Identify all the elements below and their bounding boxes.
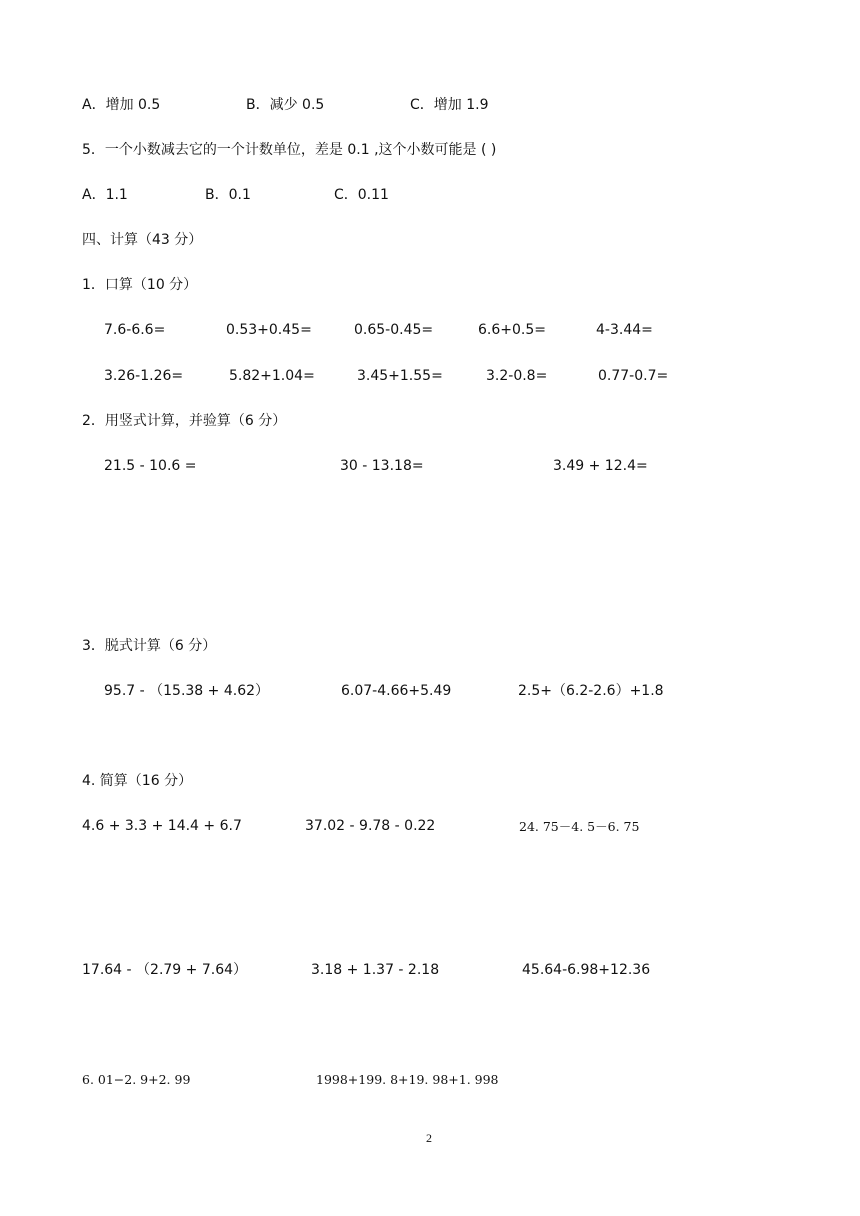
oral-problem: 3.2-0.8= xyxy=(486,368,548,384)
q4-option-b: B．减少 0.5 xyxy=(246,97,325,113)
vertical-problem: 3.49 + 12.4= xyxy=(553,458,648,474)
simplify-problem: 3.18 + 1.37 - 2.18 xyxy=(311,962,440,978)
oral-problem: 0.65-0.45= xyxy=(354,322,434,338)
part4-title: 4. 简算（16 分） xyxy=(82,773,193,789)
oral-problem: 7.6-6.6= xyxy=(104,322,166,338)
vertical-problem: 21.5 - 10.6 = xyxy=(104,458,197,474)
simplify-problem: 6. 01−2. 9+2. 99 xyxy=(82,1072,191,1087)
stepwise-problem: 6.07-4.66+5.49 xyxy=(341,683,452,699)
section-title: 四、计算（43 分） xyxy=(82,232,203,248)
q5-option-a: A．1.1 xyxy=(82,187,128,203)
simplify-problem: 24. 75－4. 5－6. 75 xyxy=(519,819,640,834)
simplify-problem: 45.64-6.98+12.36 xyxy=(522,962,651,978)
q4-option-a: A．增加 0.5 xyxy=(82,97,161,113)
q5-option-c: C．0.11 xyxy=(334,187,389,203)
simplify-problem: 17.64 - （2.79 + 7.64） xyxy=(82,962,248,978)
part3-title: 3．脱式计算（6 分） xyxy=(82,638,217,654)
oral-problem: 6.6+0.5= xyxy=(478,322,546,338)
simplify-problem: 37.02 - 9.78 - 0.22 xyxy=(305,818,436,834)
stepwise-problem: 2.5+（6.2-2.6）+1.8 xyxy=(518,683,664,699)
oral-problem: 4-3.44= xyxy=(596,322,653,338)
oral-problem: 3.26-1.26= xyxy=(104,368,184,384)
oral-problem: 3.45+1.55= xyxy=(357,368,443,384)
page-number: 2 xyxy=(426,1131,432,1145)
oral-problem: 0.53+0.45= xyxy=(226,322,312,338)
simplify-problem: 4.6 + 3.3 + 14.4 + 6.7 xyxy=(82,818,242,834)
oral-problem: 5.82+1.04= xyxy=(229,368,315,384)
part1-title: 1．口算（10 分） xyxy=(82,277,198,293)
simplify-problem: 1998+199. 8+19. 98+1. 998 xyxy=(316,1072,499,1087)
stepwise-problem: 95.7 - （15.38 + 4.62） xyxy=(104,683,270,699)
oral-problem: 0.77-0.7= xyxy=(598,368,669,384)
q5-question: 5．一个小数减去它的一个计数单位，差是 0.1 ,这个小数可能是 ( ) xyxy=(82,142,497,158)
q4-option-c: C．增加 1.9 xyxy=(410,97,489,113)
q5-option-b: B．0.1 xyxy=(205,187,251,203)
part2-title: 2．用竖式计算，并验算（6 分） xyxy=(82,413,287,429)
vertical-problem: 30 - 13.18= xyxy=(340,458,424,474)
